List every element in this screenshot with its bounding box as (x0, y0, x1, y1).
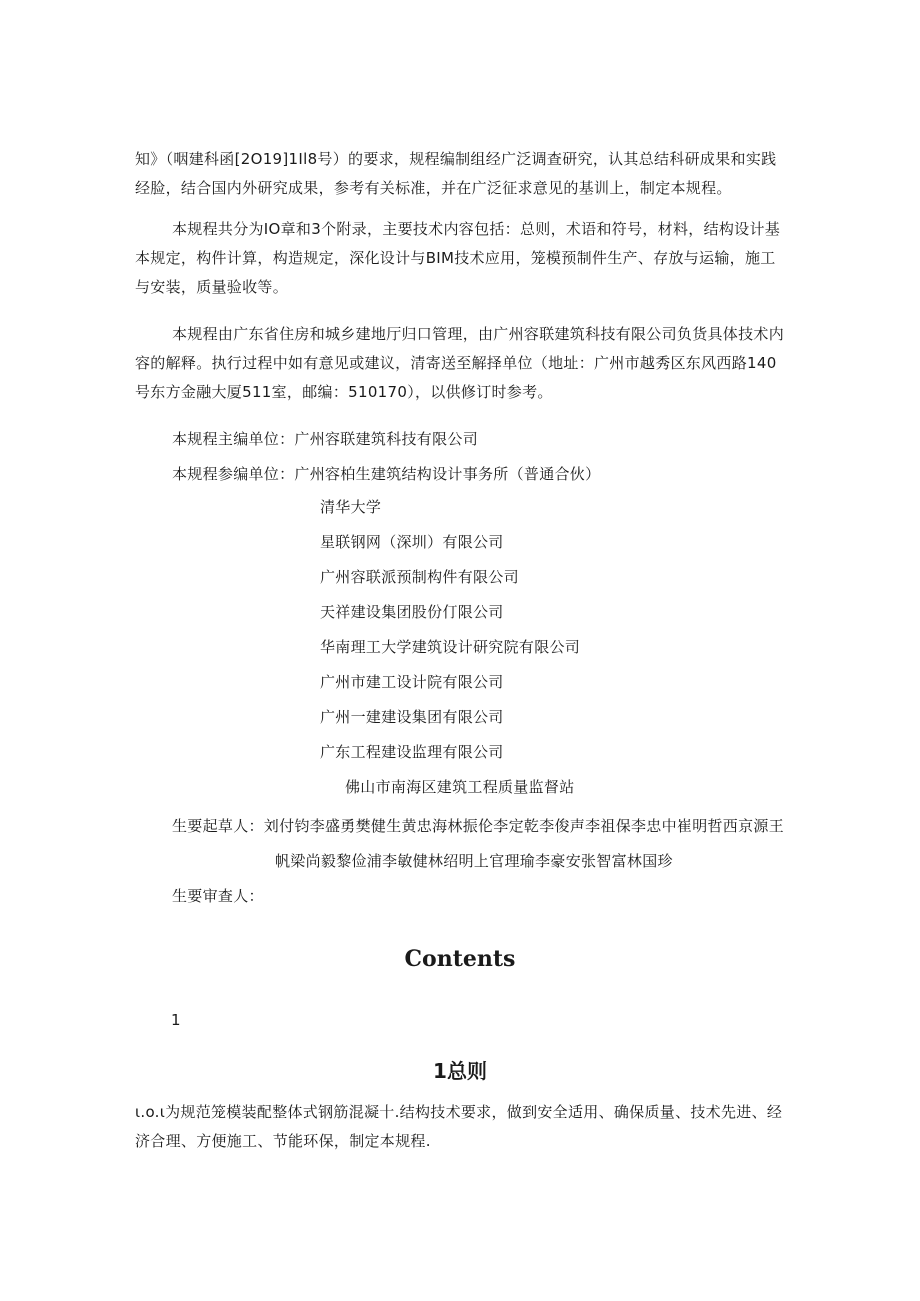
participating-unit: 佛山市南海区建筑工程质量监督站 (345, 778, 575, 796)
chief-drafters-line-1: 生要起草人：刘付钧李盛勇樊健生黄忠海林振伦李定乾李俊声李祖保李忠中崔明哲西京源王 (172, 817, 785, 835)
toc-entry[interactable]: 1 (171, 1011, 181, 1029)
chief-reviewers: 生要审查人： (172, 887, 264, 905)
clause-1-0-1: ι.o.ι为规范笼模装配整体式钢筋混凝十.结构技术要求，做到安全适用、确保质量、技术先进、经济合理、方便施工、节能环保，制定本规程. (135, 1103, 783, 1150)
participating-unit: 星联钢网（深圳）有限公司 (320, 533, 504, 551)
chief-editor-unit: 本规程主编单位：广州容联建筑科技有限公司 (172, 430, 479, 448)
chapter-1-heading: 1总则 (433, 1059, 487, 1083)
contents-heading: Contents (404, 946, 516, 972)
participating-unit: 广州市建工设计院有限公司 (320, 673, 504, 691)
intro-paragraph-3: 本规程由广东省住房和城乡建地厅归口管理，由广州容联建筑科技有限公司负货具体技术内容的解释。执行过程中如有意见或建议，清寄送至解择单位（地址：广州市越秀区东风西路140号东方金融大厦511室，邮编：510170），以供修订时参考。 (135, 325, 785, 401)
participating-unit: 广州容联派预制构件有限公司 (320, 568, 519, 586)
participating-units-label: 本规程参编单位：广州容柏生建筑结构设计事务所（普通合伙） (172, 465, 601, 483)
participating-unit: 华南理工大学建筑设计研究院有限公司 (320, 638, 581, 656)
participating-unit: 广州一建建设集团有限公司 (320, 708, 504, 726)
chief-drafters-line-2: 帆梁尚毅黎俭浦李敏健林绍明上官理瑜李豪安张智富林国珍 (275, 852, 673, 870)
participating-unit: 天祥建设集团股份仃限公司 (320, 603, 504, 621)
participating-unit: 广东工程建设监理有限公司 (320, 743, 504, 761)
intro-paragraph-2: 本规程共分为IO章和3个附录，主要技术内容包括：总则，术语和符号，材料，结构设计基本规定，构件计算，构造规定，深化设计与BIM技术应用，笼模预制件生产、存放与运输，施工与安装，质量验收等。 (135, 220, 781, 296)
participating-unit: 清华大学 (320, 498, 382, 516)
intro-paragraph-1: 知》（咽建科函[2O19]1Il8号）的要求，规程编制组经广泛调查研究，认其总结科研成果和实践经脸，结合国内外研究成果，参考有关标准，并在广泛征求意见的基训上，制定本规程。 (135, 150, 777, 197)
